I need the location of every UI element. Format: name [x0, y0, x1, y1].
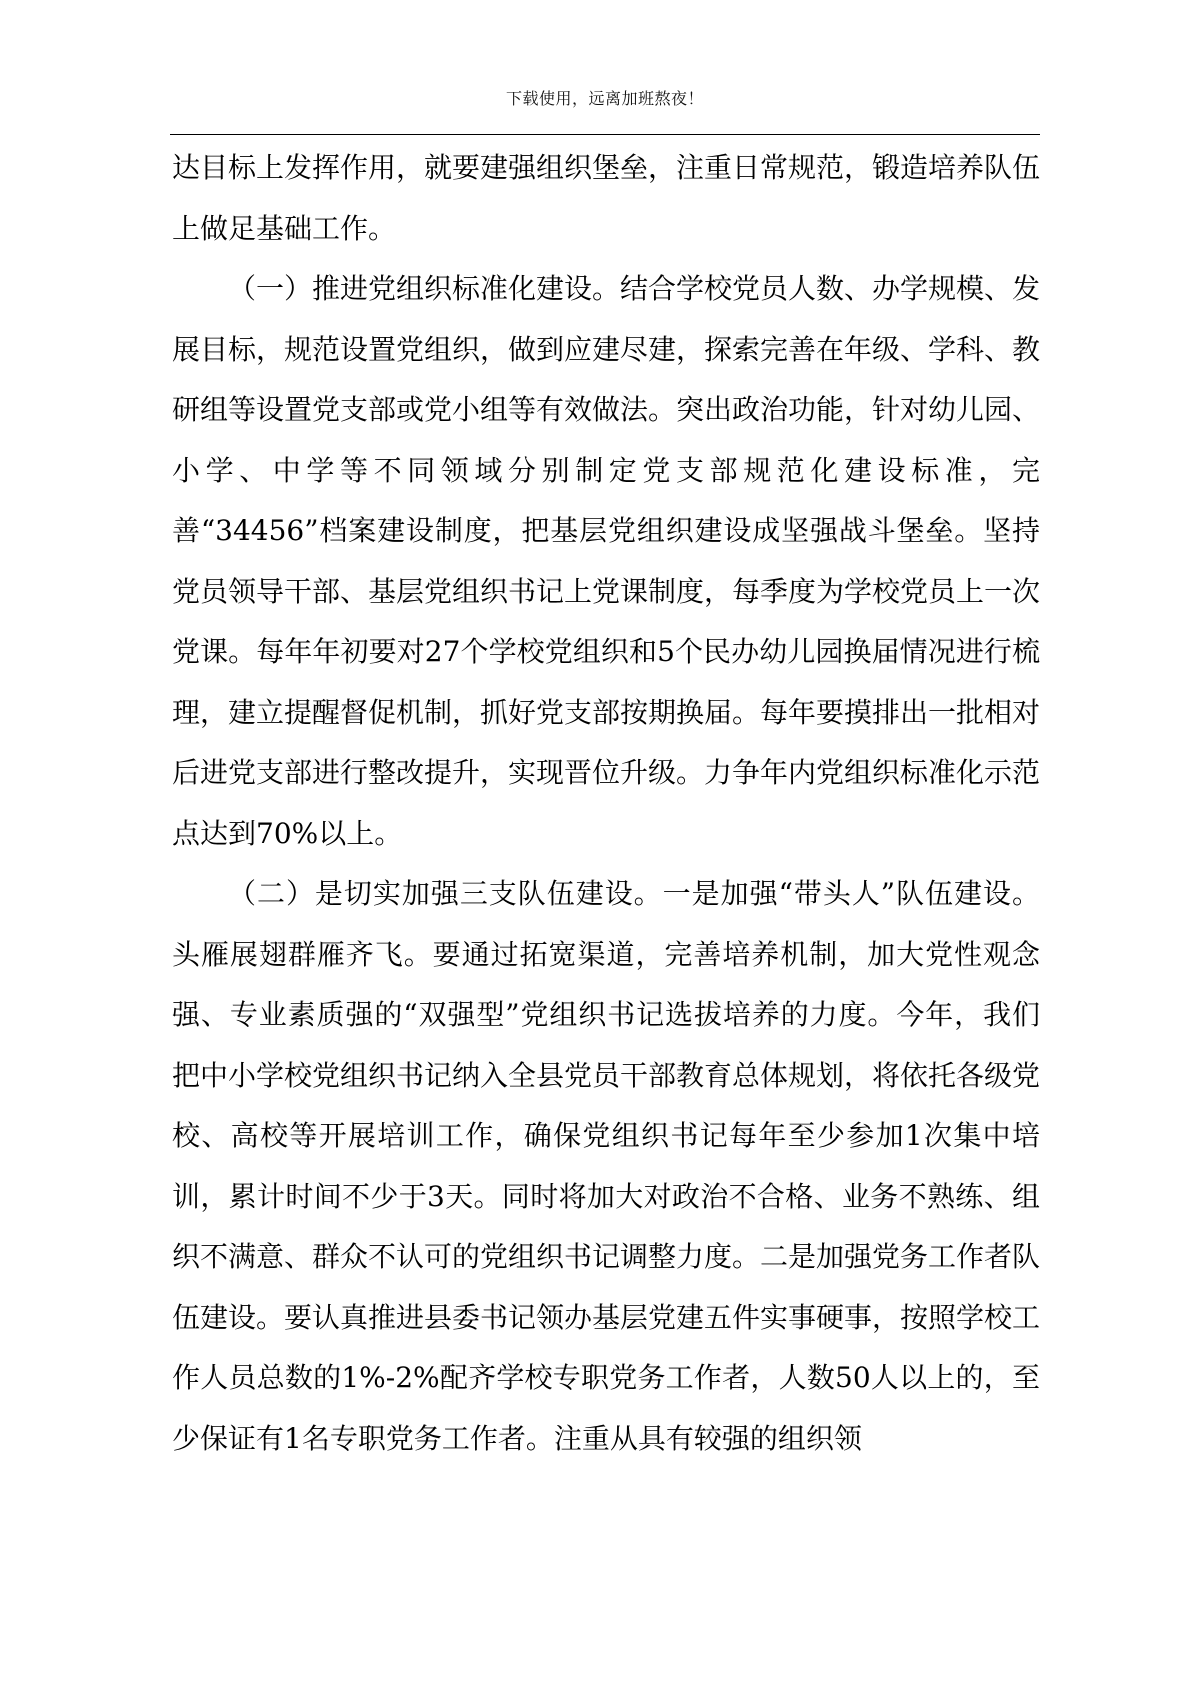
paragraph-section-two: （二）是切实加强三支队伍建设。一是加强“带头人”队伍建设。头雁展翅群雁齐飞。要通过拓宽渠道，完善培养机制，加大党性观念强、专业素质强的“双强型”党组织书记选拔培养的力度。今年，我们把中小学校党组织书记纳入全县党员干部教育总体规划，将依托各级党校、高校等开展培训工作，确保党组织书记每年至少参加1次集中培训，累计时间不少于3天。同时将加大对政治不合格、业务不熟练、组织不满意、群众不认可的党组织书记调整力度。二是加强党务工作者队伍建设。要认真推进县委书记领办基层党建五件实事硬事，按照学校工作人员总数的1%-2%配齐学校专职党务工作者，人数50人以上的，至少保证有1名专职党务工作者。注重从具有较强的组织领 [172, 877, 1041, 1455]
paragraph-continuation: 达目标上发挥作用，就要建强组织堡垒，注重日常规范，锻造培养队伍上做足基础工作。 [172, 151, 1041, 245]
paragraph-section-one: （一）推进党组织标准化建设。结合学校党员人数、办学规模、发展目标，规范设置党组织，做到应建尽建，探索完善在年级、学科、教研组等设置党支部或党小组等有效做法。突出政治功能，针对幼儿园、小学、中学等不同领域分别制定党支部规范化建设标准，完善“34456”档案建设制度，把基层党组织建设成坚强战斗堡垒。坚持党员领导干部、基层党组织书记上党课制度，每季度为学校党员上一次党课。每年年初要对27个学校党组织和5个民办幼儿园换届情况进行梳理，建立提醒督促机制，抓好党支部按期换届。每年要摸排出一批相对后进党支部进行整改提升，实现晋位升级。力争年内党组织标准化示范点达到70%以上。 [172, 272, 1041, 850]
page-header: 下载使用，远离加班熬夜！ [505, 89, 704, 108]
header-divider [170, 134, 1040, 135]
document-body [172, 138, 1040, 1469]
